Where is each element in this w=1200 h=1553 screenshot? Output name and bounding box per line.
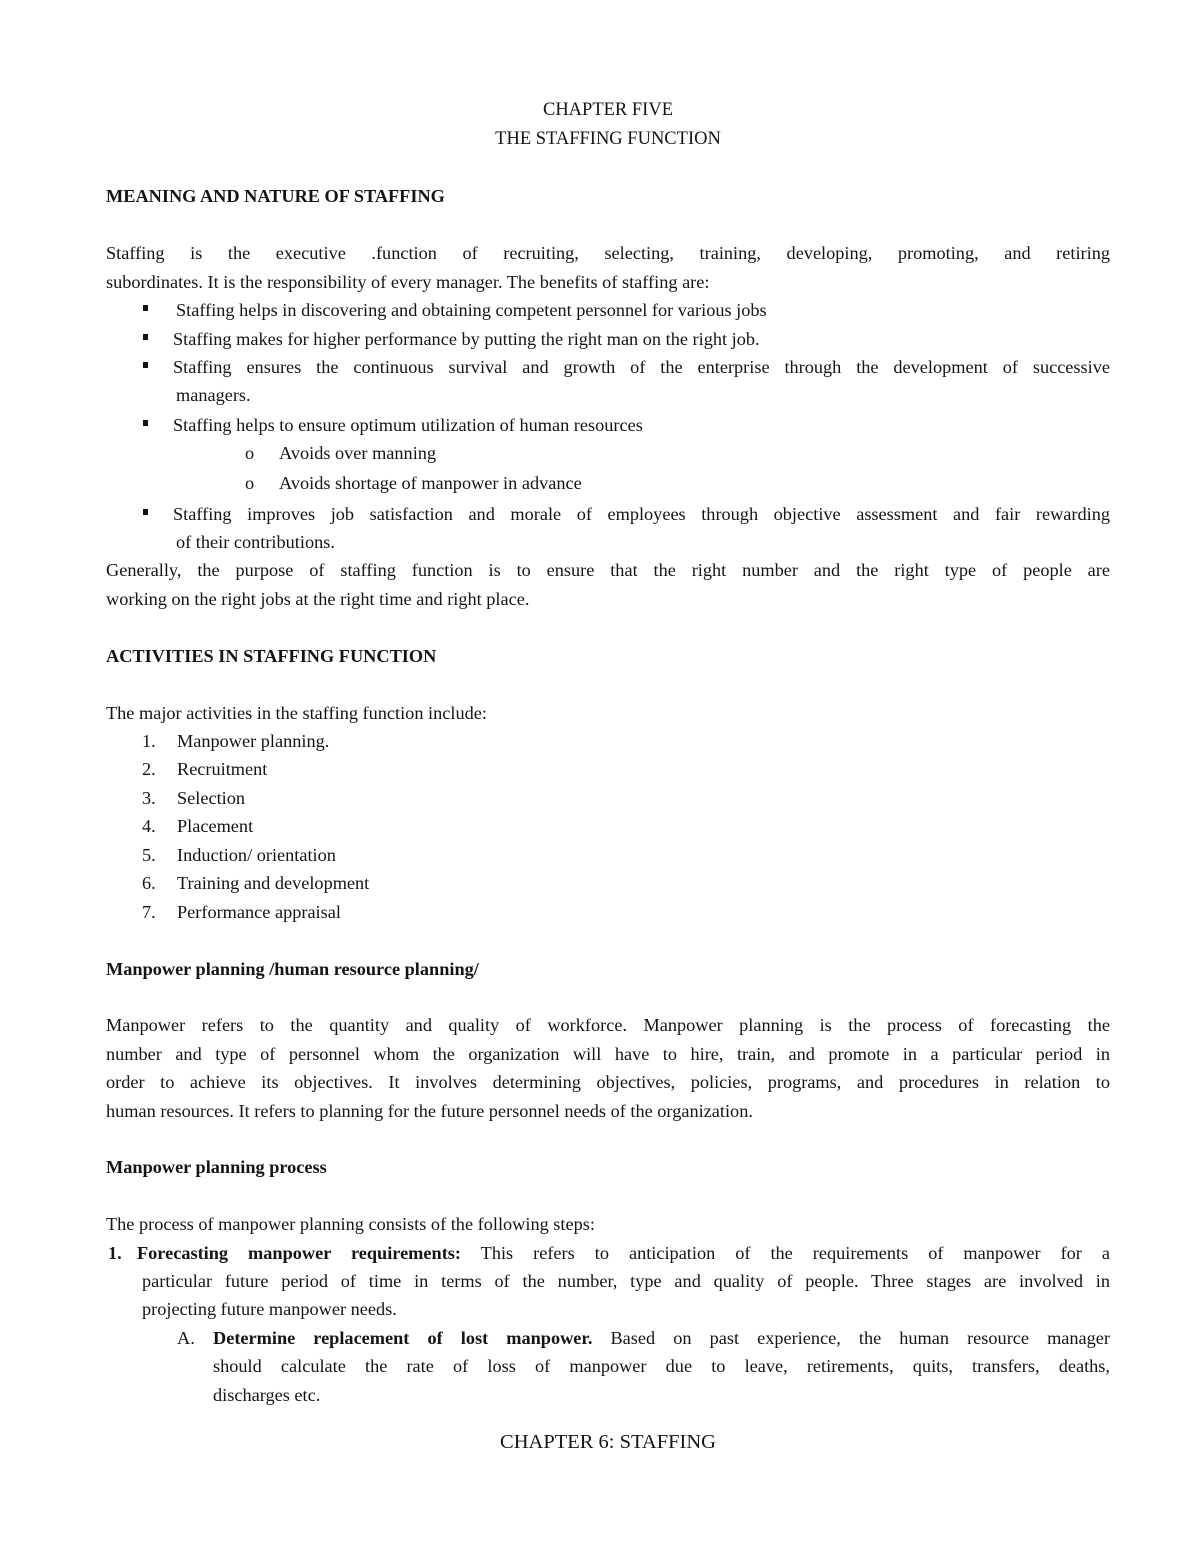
list-item: Selection xyxy=(177,788,246,808)
paragraph-line: Generally, the purpose of staffing function is to ensure that the right number and the right type of people are xyxy=(106,560,1110,580)
step-first-line xyxy=(137,1242,1110,1264)
substep-letter: A. xyxy=(177,1328,195,1348)
substep-first-line xyxy=(213,1327,1110,1349)
bullet-item: Staffing improves job satisfaction and morale of employees through objective assessment and fair rewarding xyxy=(173,504,1110,524)
substep-title: Determine replacement of lost manpower. xyxy=(213,1328,593,1348)
paragraph-line: working on the right jobs at the right time and right place. xyxy=(106,589,530,609)
sub-bullet-marker: o xyxy=(245,473,255,493)
paragraph-line: projecting future manpower needs. xyxy=(142,1299,397,1319)
paragraph-line: The major activities in the staffing function include: xyxy=(106,703,487,723)
section-heading-manpower-planning: Manpower planning /human resource planning/ xyxy=(106,959,479,979)
paragraph-line: The process of manpower planning consists of the following steps: xyxy=(106,1214,595,1234)
square-bullet-icon xyxy=(143,420,148,426)
sub-bullet-item: Avoids over manning xyxy=(279,443,437,463)
bullet-item: Staffing helps in discovering and obtaining competent personnel for various jobs xyxy=(176,300,767,320)
square-bullet-icon xyxy=(143,305,148,311)
list-item: Induction/ orientation xyxy=(177,845,336,865)
chapter-title: CHAPTER FIVE xyxy=(542,100,674,120)
square-bullet-icon xyxy=(143,362,148,368)
bullet-item: Staffing makes for higher performance by putting the right man on the right job. xyxy=(173,329,760,349)
paragraph-line: human resources. It refers to planning for the future personnel needs of the organization. xyxy=(106,1101,753,1121)
list-number: 5. xyxy=(142,845,156,865)
paragraph-line: Manpower refers to the quantity and quality of workforce. Manpower planning is the process of forecasting the xyxy=(106,1015,1110,1035)
list-item: Recruitment xyxy=(177,759,268,779)
bullet-item: Staffing ensures the continuous survival and growth of the enterprise through the development of successive xyxy=(173,357,1110,377)
step-text: This refers to anticipation of the requirements of manpower for a xyxy=(480,1243,1110,1263)
list-item: Placement xyxy=(177,816,254,836)
list-number: 1. xyxy=(142,731,156,751)
step-number: 1. xyxy=(108,1243,122,1263)
paragraph-line: particular future period of time in terms of the number, type and quality of people. Three stages are involved in xyxy=(142,1271,1110,1291)
list-number: 6. xyxy=(142,873,156,893)
bullet-item-continuation: managers. xyxy=(176,385,251,405)
list-item: Manpower planning. xyxy=(177,731,330,751)
list-number: 2. xyxy=(142,759,156,779)
substep-text: Based on past experience, the human resource manager xyxy=(610,1328,1111,1348)
list-number: 4. xyxy=(142,816,156,836)
paragraph-line: should calculate the rate of loss of manpower due to leave, retirements, quits, transfers, deaths, xyxy=(213,1356,1110,1376)
section-heading-planning-process: Manpower planning process xyxy=(106,1157,327,1177)
square-bullet-icon xyxy=(143,334,148,340)
step-title: Forecasting manpower requirements: xyxy=(137,1243,461,1263)
paragraph-line: Staffing is the executive .function of recruiting, selecting, training, developing, promoting, and retiring xyxy=(106,243,1110,263)
section-heading-activities: ACTIVITIES IN STAFFING FUNCTION xyxy=(106,646,437,666)
square-bullet-icon xyxy=(143,509,148,515)
bullet-item-continuation: of their contributions. xyxy=(176,532,335,552)
paragraph-line: order to achieve its objectives. It involves determining objectives, policies, programs, and procedures in relation to xyxy=(106,1072,1110,1092)
list-number: 7. xyxy=(142,902,156,922)
list-item: Training and development xyxy=(177,873,370,893)
chapter-subtitle: THE STAFFING FUNCTION xyxy=(495,129,721,149)
sub-bullet-item: Avoids shortage of manpower in advance xyxy=(279,473,582,493)
section-heading-meaning: MEANING AND NATURE OF STAFFING xyxy=(106,186,445,206)
sub-bullet-marker: o xyxy=(245,443,255,463)
list-number: 3. xyxy=(142,788,156,808)
list-item: Performance appraisal xyxy=(177,902,341,922)
page-footer: CHAPTER 6: STAFFING xyxy=(500,1431,716,1453)
paragraph-line: subordinates. It is the responsibility of every manager. The benefits of staffing are: xyxy=(106,272,710,292)
bullet-item: Staffing helps to ensure optimum utilization of human resources xyxy=(173,415,643,435)
paragraph-line: number and type of personnel whom the organization will have to hire, train, and promote in a particular period in xyxy=(106,1044,1110,1064)
paragraph-line: discharges etc. xyxy=(213,1385,321,1405)
